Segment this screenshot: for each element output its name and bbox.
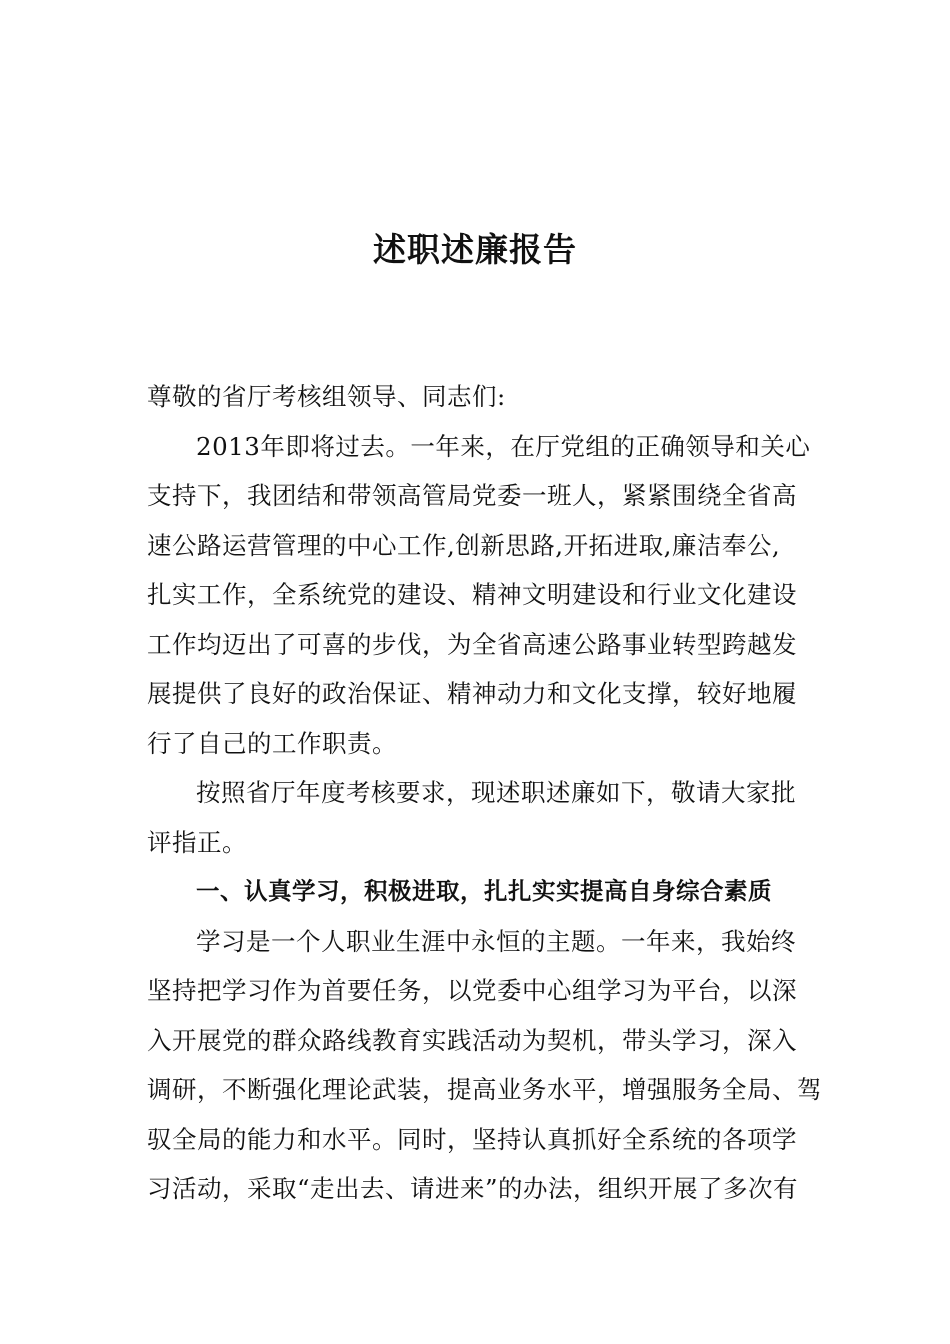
paragraph-line: 学习是一个人职业生涯中永恒的主题。一年来，我始终 [196,926,796,956]
paragraph-line: 按照省厅年度考核要求，现述职述廉如下，敬请大家批 [196,778,796,807]
paragraph-line: 展提供了良好的政治保证、精神动力和文化支撑，较好地履 [147,679,797,708]
paragraph-line: 坚持把学习作为首要任务，以党委中心组学习为平台，以深 [147,976,797,1005]
paragraph-line: 调研，不断强化理论武装，提高业务水平，增强服务全局、驾 [147,1075,822,1104]
paragraph-line: 扎实工作，全系统党的建设、精神文明建设和行业文化建设 [147,580,797,609]
document-title: 述职述廉报告 [373,230,577,269]
paragraph-line: 评指正。 [147,827,247,857]
section-heading: 一、认真学习，积极进取，扎扎实实提高自身综合素质 [196,877,772,905]
paragraph-line: 速公路运营管理的中心工作,创新思路,开拓进取,廉洁奉公, [147,530,781,560]
paragraph-line: 行了自己的工作职责。 [147,728,397,758]
paragraph-line: 工作均迈出了可喜的步伐，为全省高速公路事业转型跨越发 [147,629,797,659]
paragraph-line: 2013年即将过去。一年来，在厅党组的正确领导和关心 [196,431,811,461]
paragraph-line: 驭全局的能力和水平。同时，坚持认真抓好全系统的各项学 [147,1124,797,1154]
document-body [147,372,822,1214]
salutation-line: 尊敬的省厅考核组领导、同志们: [147,382,506,411]
paragraph-line: 支持下，我团结和带领高管局党委一班人，紧紧围绕全省高 [147,481,797,510]
paragraph-line: 习活动，采取“走出去、请进来”的办法，组织开展了多次有 [147,1174,799,1203]
paragraph-line: 入开展党的群众路线教育实践活动为契机，带头学习，深入 [147,1025,797,1055]
